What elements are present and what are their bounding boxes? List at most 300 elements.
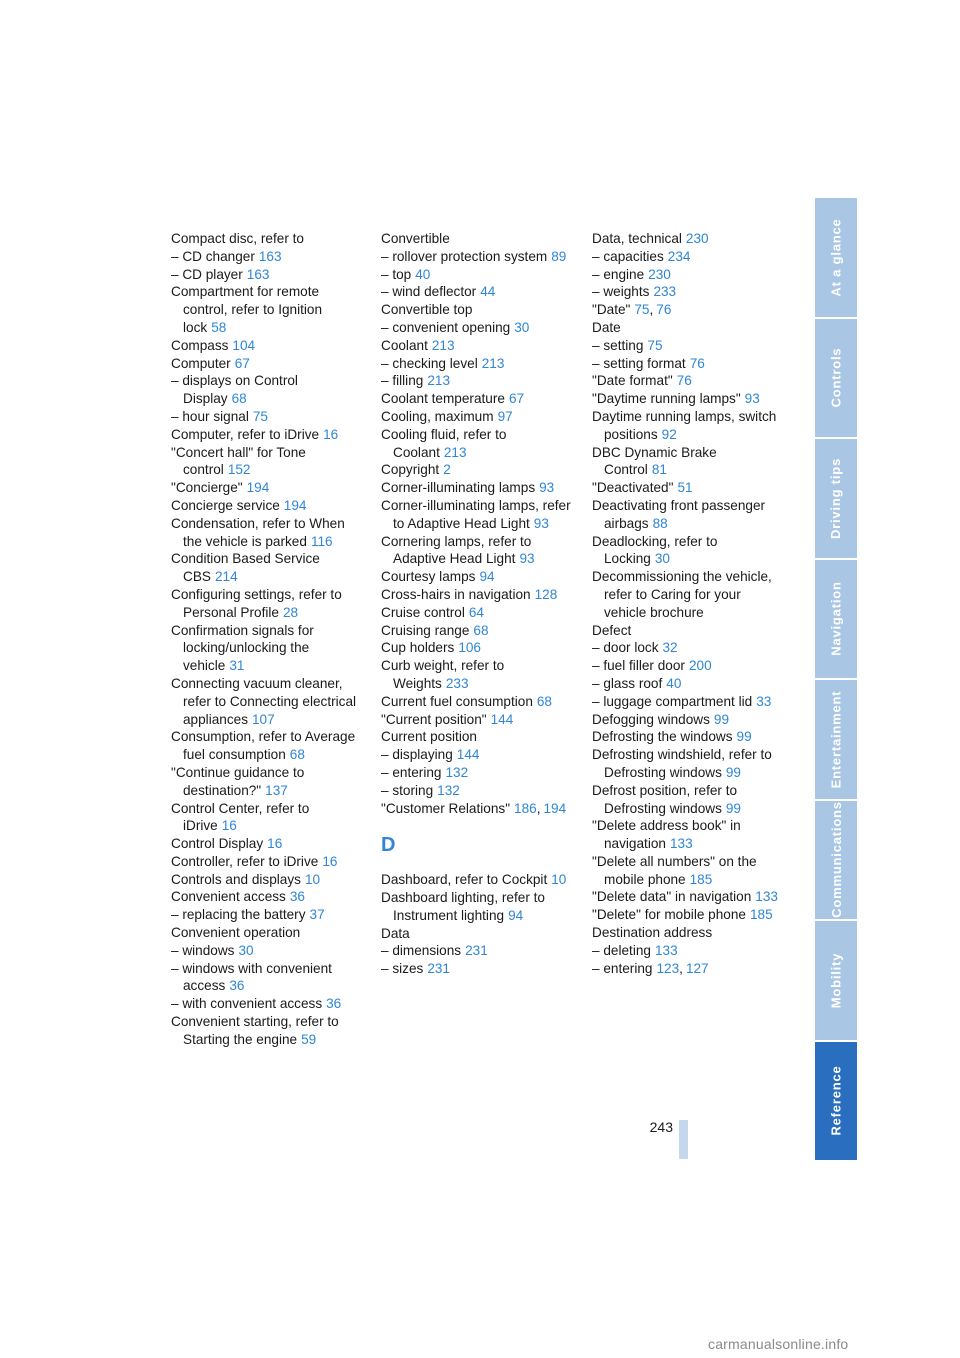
index-entry-term: Coolant temperature xyxy=(381,391,505,407)
section-tab-label: Mobility xyxy=(828,952,844,1009)
index-entry xyxy=(171,230,361,248)
index-entry xyxy=(381,248,571,266)
page-ref-link[interactable]: 94 xyxy=(479,569,495,585)
index-entry-term: – with convenient access xyxy=(171,996,323,1012)
page-ref-link[interactable]: 133 xyxy=(669,836,693,852)
section-tab-reference[interactable] xyxy=(815,1042,857,1161)
index-entry xyxy=(381,283,571,301)
page-ref-link[interactable]: 16 xyxy=(221,818,237,834)
index-entry-term: – convenient opening xyxy=(381,319,511,335)
index-entry xyxy=(381,533,571,569)
index-entry-term: – luggage compartment lid xyxy=(592,693,753,709)
index-entry-term: Date xyxy=(592,319,621,335)
index-entry xyxy=(592,408,782,444)
index-entry xyxy=(381,639,571,657)
index-entry xyxy=(381,461,571,479)
page-ref-link[interactable]: 2 xyxy=(443,462,451,478)
index-entry xyxy=(592,942,782,960)
index-entry xyxy=(592,390,782,408)
page-ref-link[interactable]: 231 xyxy=(427,961,450,977)
page-ref-link[interactable]: 99 xyxy=(725,764,741,780)
index-entry-term: Decommissioning the vehicle, refer to Caring for your vehicle brochure xyxy=(592,569,772,620)
page-ref-link[interactable]: 16 xyxy=(322,853,338,869)
page-ref-link[interactable]: 144 xyxy=(456,747,480,763)
page-ref-link[interactable]: 116 xyxy=(310,533,333,549)
page-ref-link[interactable]: 93 xyxy=(744,391,760,407)
index-entry-term: Dashboard, refer to Cockpit xyxy=(381,872,548,888)
page-ref-link[interactable]: 93 xyxy=(519,551,535,567)
index-entry-term: – windows with convenient access xyxy=(171,960,332,994)
index-entry-term: Controller, refer to iDrive xyxy=(171,853,319,869)
section-tab-navigation[interactable] xyxy=(815,560,857,679)
page-ref-link[interactable]: 194 xyxy=(543,800,567,816)
page-ref-link[interactable]: 127 xyxy=(685,960,709,976)
page-ref-link[interactable]: 51 xyxy=(677,480,693,496)
index-entry xyxy=(381,942,571,960)
index-entry-term: "Continue guidance to destination?" xyxy=(171,764,305,798)
index-column-3 xyxy=(592,230,782,977)
index-entry-term: Cruising range xyxy=(381,622,470,638)
index-entry xyxy=(592,853,782,889)
index-entry xyxy=(171,550,361,586)
index-entry xyxy=(171,835,361,853)
index-entry xyxy=(381,301,571,319)
page-ref-link[interactable]: 68 xyxy=(473,622,489,638)
page-ref-link[interactable]: 36 xyxy=(326,996,342,1012)
index-entry-term: "Daytime running lamps" xyxy=(592,391,741,407)
index-entry-term: – setting xyxy=(592,337,644,353)
index-entry-term: Cooling fluid, refer to Coolant xyxy=(381,426,507,460)
index-entry-term: – weights xyxy=(592,284,650,300)
page-ref-link[interactable]: 75 xyxy=(252,408,268,424)
index-entry-term: Corner-illuminating lamps, refer to Adaptive Head Light xyxy=(381,497,571,531)
index-entry-term: "Concert hall" for Tone control xyxy=(171,444,306,478)
page-ref-link[interactable]: 36 xyxy=(229,978,245,994)
index-entry-term: "Concierge" xyxy=(171,480,243,496)
section-tab-entertainment[interactable] xyxy=(815,680,857,799)
index-entry xyxy=(381,604,571,622)
index-entry xyxy=(381,657,571,693)
index-entry-term: Compact disc, refer to xyxy=(171,231,304,246)
index-column-1 xyxy=(171,230,361,1049)
index-entry xyxy=(171,444,361,480)
index-entry xyxy=(592,444,782,480)
index-entry xyxy=(592,675,782,693)
index-entry-term: Defogging windows xyxy=(592,711,710,727)
index-entry-term: – entering xyxy=(381,764,442,780)
index-entry xyxy=(171,728,361,764)
index-entry-term: – checking level xyxy=(381,355,478,371)
index-entry-term: Configuring settings, refer to Personal Profile xyxy=(171,586,342,620)
index-entry-term: Convenient operation xyxy=(171,925,301,941)
index-entry xyxy=(381,372,571,390)
page-ref-link[interactable]: 68 xyxy=(289,747,305,763)
index-entry-term: – wind deflector xyxy=(381,284,477,300)
page-ref-link[interactable]: 123 xyxy=(656,960,680,976)
section-tab-label: Reference xyxy=(828,1065,844,1136)
index-entry-term: Convertible xyxy=(381,231,450,246)
page-ref-link[interactable]: 30 xyxy=(238,942,254,958)
section-tab-label: Entertainment xyxy=(828,690,844,789)
index-entry xyxy=(592,337,782,355)
page-ref-link[interactable]: 186 xyxy=(514,800,537,816)
index-entry-term: Current position xyxy=(381,729,477,745)
index-entry-term: Coolant xyxy=(381,337,428,353)
index-entry xyxy=(592,782,782,818)
index-entry xyxy=(171,283,361,336)
index-entry-term: Consumption, refer to Average fuel consumption xyxy=(171,729,356,763)
index-entry-term: Cornering lamps, refer to Adaptive Head Light xyxy=(381,533,532,567)
index-entry xyxy=(592,248,782,266)
index-entry-term: Dashboard lighting, refer to Instrument lighting xyxy=(381,890,545,923)
index-entry-term: "Customer Relations" xyxy=(381,800,511,816)
page-ref-link[interactable]: 40 xyxy=(666,675,682,691)
index-entry-term: – entering xyxy=(592,960,653,976)
page-ref-link[interactable]: 144 xyxy=(490,711,514,727)
page-ref-link[interactable]: 99 xyxy=(725,800,741,816)
index-entry-term: Data xyxy=(381,925,410,941)
index-entry xyxy=(592,283,782,301)
index-entry xyxy=(381,497,571,533)
page-ref-link[interactable]: 67 xyxy=(234,355,250,371)
page-number-bar xyxy=(679,1120,688,1159)
index-entry-term: – CD changer xyxy=(171,248,255,264)
index-entry-term: Defect xyxy=(592,622,632,638)
index-entry-term: – sizes xyxy=(381,961,424,977)
index-entry-term: – top xyxy=(381,266,412,282)
page-ref-link[interactable]: 40 xyxy=(415,266,431,282)
page-ref-link[interactable]: 44 xyxy=(480,284,496,300)
section-tabs xyxy=(815,198,857,1160)
page-ref-link[interactable]: 185 xyxy=(750,907,773,923)
index-entry xyxy=(381,266,571,284)
page-ref-link[interactable]: 213 xyxy=(427,373,451,389)
page-ref-link[interactable]: 128 xyxy=(534,586,558,602)
index-entry-term: "Delete data" in navigation xyxy=(592,889,752,905)
index-entry-term: Computer xyxy=(171,355,231,371)
index-entry-term: Control Display xyxy=(171,836,264,852)
index-entry xyxy=(592,568,782,621)
index-entry-term: Defrosting windshield, refer to Defrosting windows xyxy=(592,747,772,780)
page-ref-link[interactable]: 104 xyxy=(232,337,256,353)
index-entry-term: Courtesy lamps xyxy=(381,569,476,585)
index-entry-term: "Date format" xyxy=(592,373,673,389)
page-ref-link[interactable]: 200 xyxy=(688,658,712,674)
index-entry xyxy=(171,622,361,675)
index-entry xyxy=(381,782,571,800)
index-entry xyxy=(592,301,782,319)
page-ref-link[interactable]: 233 xyxy=(445,675,469,691)
index-entry-term: Copyright xyxy=(381,462,440,478)
index-entry xyxy=(381,889,571,925)
index-entry xyxy=(171,248,361,266)
index-entry xyxy=(592,266,782,284)
page-ref-link[interactable]: 213 xyxy=(431,337,455,353)
page-ref-link[interactable]: 133 xyxy=(755,889,778,905)
index-entry xyxy=(381,871,571,889)
index-entry-term: – displaying xyxy=(381,747,453,763)
page-ref-link[interactable]: 75 xyxy=(634,302,650,318)
index-entry xyxy=(171,853,361,871)
index-entry-term: "Deactivated" xyxy=(592,480,674,496)
index-entry-term: "Date" xyxy=(592,302,631,318)
index-entry xyxy=(171,800,361,836)
section-tab-controls[interactable] xyxy=(815,319,857,438)
page-ref-link[interactable]: 31 xyxy=(229,658,245,674)
section-tab-driving-tips[interactable] xyxy=(815,439,857,558)
index-entry xyxy=(171,960,361,996)
index-entry-term: Convenient access xyxy=(171,889,286,905)
index-entry xyxy=(592,960,782,978)
page-ref-link[interactable]: 36 xyxy=(289,889,305,905)
page-ref-link[interactable]: 16 xyxy=(323,426,339,442)
page-ref-link[interactable]: 10 xyxy=(551,872,567,888)
page-ref-link[interactable]: 75 xyxy=(647,337,663,353)
index-entry xyxy=(381,355,571,373)
index-entry xyxy=(592,497,782,533)
section-tab-mobility[interactable] xyxy=(815,921,857,1040)
index-entry xyxy=(381,764,571,782)
section-tab-label: At a glance xyxy=(828,218,844,297)
section-tab-at-a-glance[interactable] xyxy=(815,198,857,317)
index-entry xyxy=(171,408,361,426)
index-entry-term: "Delete address book" in navigation xyxy=(592,818,741,852)
index-entry-term: Control Center, refer to iDrive xyxy=(171,800,310,834)
page-ref-link[interactable]: 33 xyxy=(756,693,772,709)
page-ref-link[interactable]: 93 xyxy=(539,480,555,496)
page-ref-link[interactable]: 88 xyxy=(652,515,668,531)
index-entry xyxy=(171,888,361,906)
index-entry xyxy=(171,355,361,373)
page-ref-link[interactable]: 30 xyxy=(514,319,530,335)
section-tab-label: Communications xyxy=(828,801,844,919)
page-ref-link[interactable]: 133 xyxy=(654,942,678,958)
page-ref-link[interactable]: 230 xyxy=(685,231,709,246)
index-entry xyxy=(171,372,361,408)
index-entry xyxy=(592,479,782,497)
page-ref-separator: , xyxy=(536,800,541,816)
page-ref-link[interactable]: 163 xyxy=(258,248,282,264)
page-ref-separator: , xyxy=(679,960,683,976)
index-entry-term: Corner-illuminating lamps xyxy=(381,480,536,496)
index-column-2 xyxy=(381,230,571,978)
watermark: carmanualsonline.info xyxy=(708,1336,849,1352)
index-entry-term: Curb weight, refer to Weights xyxy=(381,658,505,691)
page-number: 243 xyxy=(649,1119,673,1135)
index-entry xyxy=(381,390,571,408)
page-ref-link[interactable]: 94 xyxy=(508,907,524,923)
index-entry-term: – hour signal xyxy=(171,408,249,424)
section-tab-label: Driving tips xyxy=(828,457,844,539)
section-tab-communications[interactable] xyxy=(815,801,857,920)
index-entry xyxy=(381,728,571,746)
section-tab-label: Navigation xyxy=(828,581,844,656)
index-entry-term: – rollover protection system xyxy=(381,248,548,264)
index-entry xyxy=(592,906,782,924)
index-entry xyxy=(171,764,361,800)
page-ref-link[interactable]: 107 xyxy=(252,711,275,727)
index-entry xyxy=(381,800,571,818)
page-ref-link[interactable]: 93 xyxy=(533,515,549,531)
page-ref-link[interactable]: 89 xyxy=(551,248,567,264)
index-entry-term: – windows xyxy=(171,942,235,958)
index-entry xyxy=(171,675,361,728)
page-ref-link[interactable]: 137 xyxy=(265,782,288,798)
page-ref-link[interactable]: 213 xyxy=(481,355,505,371)
index-entry-term: Cross-hairs in navigation xyxy=(381,586,531,602)
page-ref-link[interactable]: 234 xyxy=(667,248,691,264)
index-entry-term: – fuel filler door xyxy=(592,658,685,674)
index-entry xyxy=(171,586,361,622)
index-entry xyxy=(592,711,782,729)
page-ref-link[interactable]: 81 xyxy=(651,462,667,478)
index-entry-term: Convenient starting, refer to Starting the engine xyxy=(171,1014,339,1047)
index-entry xyxy=(592,924,782,942)
page-ref-link[interactable]: 97 xyxy=(497,408,513,424)
index-entry xyxy=(592,355,782,373)
index-entry xyxy=(592,728,782,746)
index-entry xyxy=(171,497,361,515)
index-entry xyxy=(381,925,571,943)
page-ref-link[interactable]: 132 xyxy=(445,764,469,780)
index-entry-term: Current fuel consumption xyxy=(381,693,533,709)
page-ref-link[interactable]: 76 xyxy=(689,355,705,371)
index-entry xyxy=(381,693,571,711)
index-entry xyxy=(381,746,571,764)
index-entry xyxy=(592,622,782,640)
page-ref-link[interactable]: 32 xyxy=(662,640,678,656)
index-entry-term: Compass xyxy=(171,337,229,353)
page-ref-link[interactable]: 214 xyxy=(214,569,238,585)
index-entry-term: Cruise control xyxy=(381,604,465,620)
index-entry-term: "Current position" xyxy=(381,711,487,727)
index-entry xyxy=(592,817,782,853)
index-entry xyxy=(592,888,782,906)
index-entry-term: Confirmation signals for locking/unlocking the vehicle xyxy=(171,622,314,674)
index-entry-term: – filling xyxy=(381,373,424,389)
index-entry-term: Computer, refer to iDrive xyxy=(171,426,320,442)
page-ref-link[interactable]: 68 xyxy=(536,693,552,709)
page-ref-link[interactable]: 76 xyxy=(676,373,692,389)
page-ref-link[interactable]: 233 xyxy=(653,284,677,300)
page-ref-link[interactable]: 132 xyxy=(437,782,460,798)
page-ref-link[interactable]: 194 xyxy=(246,480,270,496)
page-ref-link[interactable]: 59 xyxy=(301,1031,317,1047)
page-ref-link[interactable]: 58 xyxy=(211,319,227,335)
page-ref-link[interactable]: 37 xyxy=(309,907,325,923)
index-entry xyxy=(592,746,782,782)
page-ref-separator: , xyxy=(649,302,654,318)
index-entry xyxy=(381,426,571,462)
page-ref-link[interactable]: 185 xyxy=(689,871,713,887)
page-ref-link[interactable]: 152 xyxy=(227,462,251,478)
index-entry-term: Defrost position, refer to Defrosting windows xyxy=(592,782,738,816)
index-entry-term: Destination address xyxy=(592,925,713,941)
page-ref-link[interactable]: 106 xyxy=(458,640,481,656)
page-ref-link[interactable]: 67 xyxy=(508,391,525,407)
index-entry xyxy=(381,408,571,426)
index-entry xyxy=(171,479,361,497)
page-ref-link[interactable]: 231 xyxy=(465,943,488,959)
index-entry xyxy=(381,319,571,337)
index-entry xyxy=(171,906,361,924)
index-entry-term: – displays on Control Display xyxy=(171,373,298,407)
page-ref-link[interactable]: 99 xyxy=(736,729,752,745)
page-ref-link[interactable]: 28 xyxy=(282,604,299,620)
index-entry xyxy=(171,942,361,960)
index-entry-term: Concierge service xyxy=(171,497,280,513)
page-ref-link[interactable]: 213 xyxy=(443,444,467,460)
index-entry-term: Cooling, maximum xyxy=(381,408,494,424)
page-ref-link[interactable]: 99 xyxy=(713,711,730,727)
index-entry xyxy=(171,266,361,284)
index-entry xyxy=(381,479,571,497)
page-ref-link[interactable]: 194 xyxy=(283,497,307,513)
index-entry-term: Connecting vacuum cleaner, refer to Connecting electrical appliances xyxy=(171,675,357,727)
index-entry xyxy=(381,568,571,586)
index-entry-term: – deleting xyxy=(592,942,651,958)
index-entry-term: Deactivating front passenger airbags xyxy=(592,497,766,531)
index-entry-term: Data, technical xyxy=(592,231,682,246)
index-letter-heading: D xyxy=(381,834,396,857)
index-entry xyxy=(381,622,571,640)
index-entry-term: Condensation, refer to When the vehicle is parked xyxy=(171,515,345,549)
index-entry-term: Deadlocking, refer to Locking xyxy=(592,533,718,567)
page-ref-link[interactable]: 10 xyxy=(304,871,321,887)
index-entry-term: DBC Dynamic Brake Control xyxy=(592,444,717,478)
index-entry-term: – replacing the battery xyxy=(171,907,306,923)
section-tab-label: Controls xyxy=(828,347,844,408)
index-entry xyxy=(171,337,361,355)
index-entry xyxy=(381,586,571,604)
index-entry xyxy=(171,426,361,444)
index-entry-term: – door lock xyxy=(592,640,659,656)
index-entry-term: Daytime running lamps, switch positions xyxy=(592,408,777,442)
index-entry xyxy=(381,337,571,355)
index-entry xyxy=(171,924,361,942)
page-ref-link[interactable]: 230 xyxy=(648,266,671,282)
index-entry xyxy=(171,995,361,1013)
page-ref-link[interactable]: 16 xyxy=(267,836,283,852)
index-entry-term: Controls and displays xyxy=(171,871,301,887)
index-entry-term: – CD player xyxy=(171,266,243,282)
index-entry xyxy=(381,711,571,729)
index-entry-term: – storing xyxy=(381,782,434,798)
index-entry-term: "Delete" for mobile phone xyxy=(592,907,746,923)
index-entry-term: Compartment for remote control, refer to Ignition lock xyxy=(171,284,323,335)
page-ref-link[interactable]: 163 xyxy=(246,266,270,282)
page-ref-link[interactable]: 64 xyxy=(468,604,484,620)
index-entry xyxy=(381,230,571,248)
index-entry xyxy=(381,960,571,978)
index-entry xyxy=(592,533,782,569)
index-entry xyxy=(171,871,361,889)
page-ref-link[interactable]: 76 xyxy=(656,302,672,318)
page-ref-link[interactable]: 92 xyxy=(661,426,677,442)
index-entry xyxy=(592,657,782,675)
index-entry-term: Condition Based Service CBS xyxy=(171,551,320,585)
index-entry-term: Defrosting the windows xyxy=(592,729,733,745)
index-entry xyxy=(592,230,782,248)
index-entry-term: – dimensions xyxy=(381,943,462,959)
index-entry-term: Cup holders xyxy=(381,640,455,656)
index-entry-term: – setting format xyxy=(592,355,686,371)
page-ref-link[interactable]: 30 xyxy=(654,551,670,567)
index-entry-term: – glass roof xyxy=(592,675,663,691)
index-entry xyxy=(171,1013,361,1049)
index-entry xyxy=(592,639,782,657)
page-ref-link[interactable]: 68 xyxy=(231,391,247,407)
